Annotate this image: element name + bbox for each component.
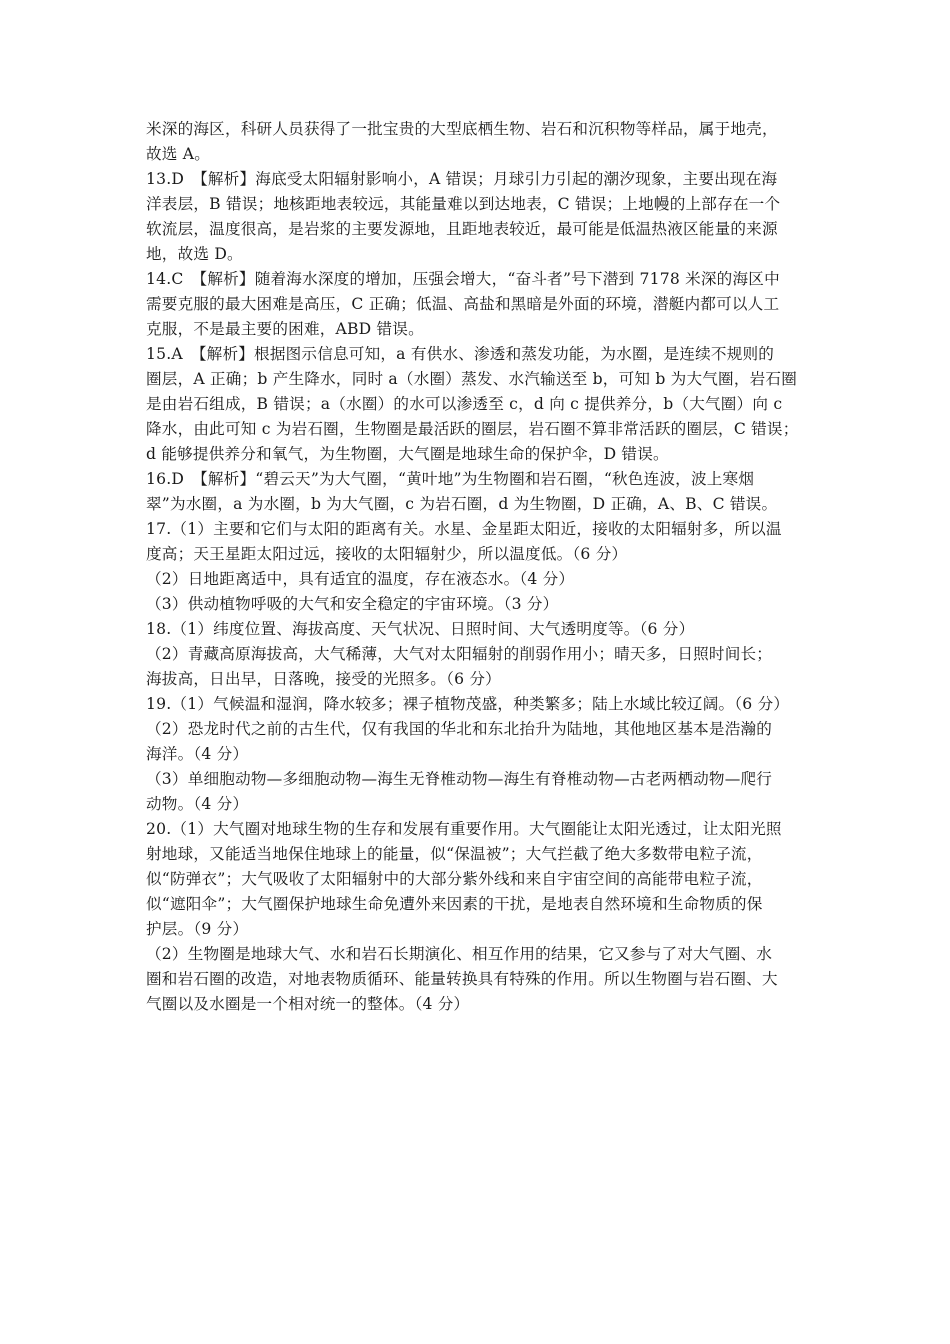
- text-line: 克服，不是最主要的困难，ABD 错误。: [146, 320, 424, 338]
- text-line: 气圈以及水圈是一个相对统一的整体。（4 分）: [146, 995, 470, 1013]
- text-line: 是由岩石组成，B 错误；a（水圈）的水可以渗透至 c，d 向 c 提供养分，b（大气圈）向 c: [146, 395, 783, 413]
- text-line: 动物。（4 分）: [146, 795, 249, 813]
- text-line: （2）青藏高原海拔高，大气稀薄，大气对太阳辐射的削弱作用小；晴天多，日照时间长；: [146, 645, 773, 663]
- text-line: 洋表层，B 错误；地核距地表较远，其能量难以到达地表，C 错误；上地幔的上部存在一个: [146, 195, 781, 213]
- text-line: d 能够提供养分和氧气，为生物圈，大气圈是地球生命的保护伞，D 错误。: [146, 445, 669, 463]
- text-line: 似“防弹衣”；大气吸收了太阳辐射中的大部分紫外线和来自宇宙空间的高能带电粒子流，: [146, 870, 763, 888]
- text-line: 米深的海区，科研人员获得了一批宝贵的大型底栖生物、岩石和沉积物等样品，属于地壳，: [146, 120, 778, 138]
- text-line: （3）单细胞动物—多细胞动物—海生无脊椎动物—海生有脊椎动物—古老两栖动物—爬行: [146, 770, 773, 788]
- text-line: 护层。（9 分）: [146, 920, 249, 938]
- text-line: 圈和岩石圈的改造，对地表物质循环、能量转换具有特殊的作用。所以生物圈与岩石圈、大: [146, 970, 778, 988]
- text-line: 射地球，又能适当地保住地球上的能量，似“保温被”；大气拦截了绝大多数带电粒子流，: [146, 845, 763, 863]
- answer-18-line: 18.（1）纬度位置、海拔高度、天气状况、日照时间、大气透明度等。（6 分）: [146, 620, 695, 638]
- text-line: （2）生物圈是地球大气、水和岩石长期演化、相互作用的结果，它又参与了对大气圈、水: [146, 945, 773, 963]
- text-line: （2）日地距离适中，具有适宜的温度，存在液态水。（4 分）: [146, 570, 575, 588]
- answer-19-line: 19.（1）气候温和湿润，降水较多；裸子植物茂盛，种类繁多；陆上水域比较辽阔。（6 分）: [146, 695, 790, 713]
- text-line: 海洋。（4 分）: [146, 745, 249, 763]
- text-line: 似“遮阳伞”；大气圈保护地球生命免遭外来因素的干扰，是地表自然环境和生命物质的保: [146, 895, 763, 913]
- answer-text-block: [146, 117, 818, 1017]
- text-line: 需要克服的最大困难是高压，C 正确；低温、高盐和黑暗是外面的环境，潜艇内都可以人工: [146, 295, 780, 313]
- text-line: 降水，由此可知 c 为岩石圈，生物圈是最活跃的圈层，岩石圈不算非常活跃的圈层，C 错误；: [146, 420, 799, 438]
- text-line: 海拔高，日出早，日落晚，接受的光照多。（6 分）: [146, 670, 501, 688]
- text-line: 地，故选 D。: [146, 245, 243, 263]
- text-line: 软流层，温度很高，是岩浆的主要发源地，且距地表较近，最可能是低温热液区能量的来源: [146, 220, 778, 238]
- answer-20-line: 20.（1）大气圈对地球生物的生存和发展有重要作用。大气圈能让太阳光透过，让太阳光照: [146, 820, 782, 838]
- text-line: 翠”为水圈，a 为水圈，b 为大气圈，c 为岩石圈，d 为生物圈，D 正确，A、B、C 错误。: [146, 495, 778, 513]
- answer-14-line: 14.C 【解析】随着海水深度的增加，压强会增大，“奋斗者”号下潜到 7178 米深的海区中: [146, 270, 780, 288]
- text-line: 度高；天王星距太阳过远，接收的太阳辐射少，所以温度低。（6 分）: [146, 545, 628, 563]
- text-line: 故选 A。: [146, 145, 210, 163]
- answer-15-line: 15.A 【解析】根据图示信息可知，a 有供水、渗透和蒸发功能，为水圈，是连续不规则的: [146, 345, 775, 363]
- text-line: 圈层，A 正确；b 产生降水，同时 a（水圈）蒸发、水汽输送至 b，可知 b 为大气圈，岩石圈: [146, 370, 798, 388]
- answer-16-line: 16.D 【解析】“碧云天”为大气圈，“黄叶地”为生物圈和岩石圈，“秋色连波，波上寒烟: [146, 470, 755, 488]
- answer-13-line: 13.D 【解析】海底受太阳辐射影响小，A 错误；月球引力引起的潮汐现象，主要出现在海: [146, 170, 778, 188]
- answer-17-line: 17.（1）主要和它们与太阳的距离有关。水星、金星距太阳近，接收的太阳辐射多，所以温: [146, 520, 782, 538]
- text-line: （2）恐龙时代之前的古生代，仅有我国的华北和东北抬升为陆地，其他地区基本是浩瀚的: [146, 720, 773, 738]
- text-line: （3）供动植物呼吸的大气和安全稳定的宇宙环境。（3 分）: [146, 595, 559, 613]
